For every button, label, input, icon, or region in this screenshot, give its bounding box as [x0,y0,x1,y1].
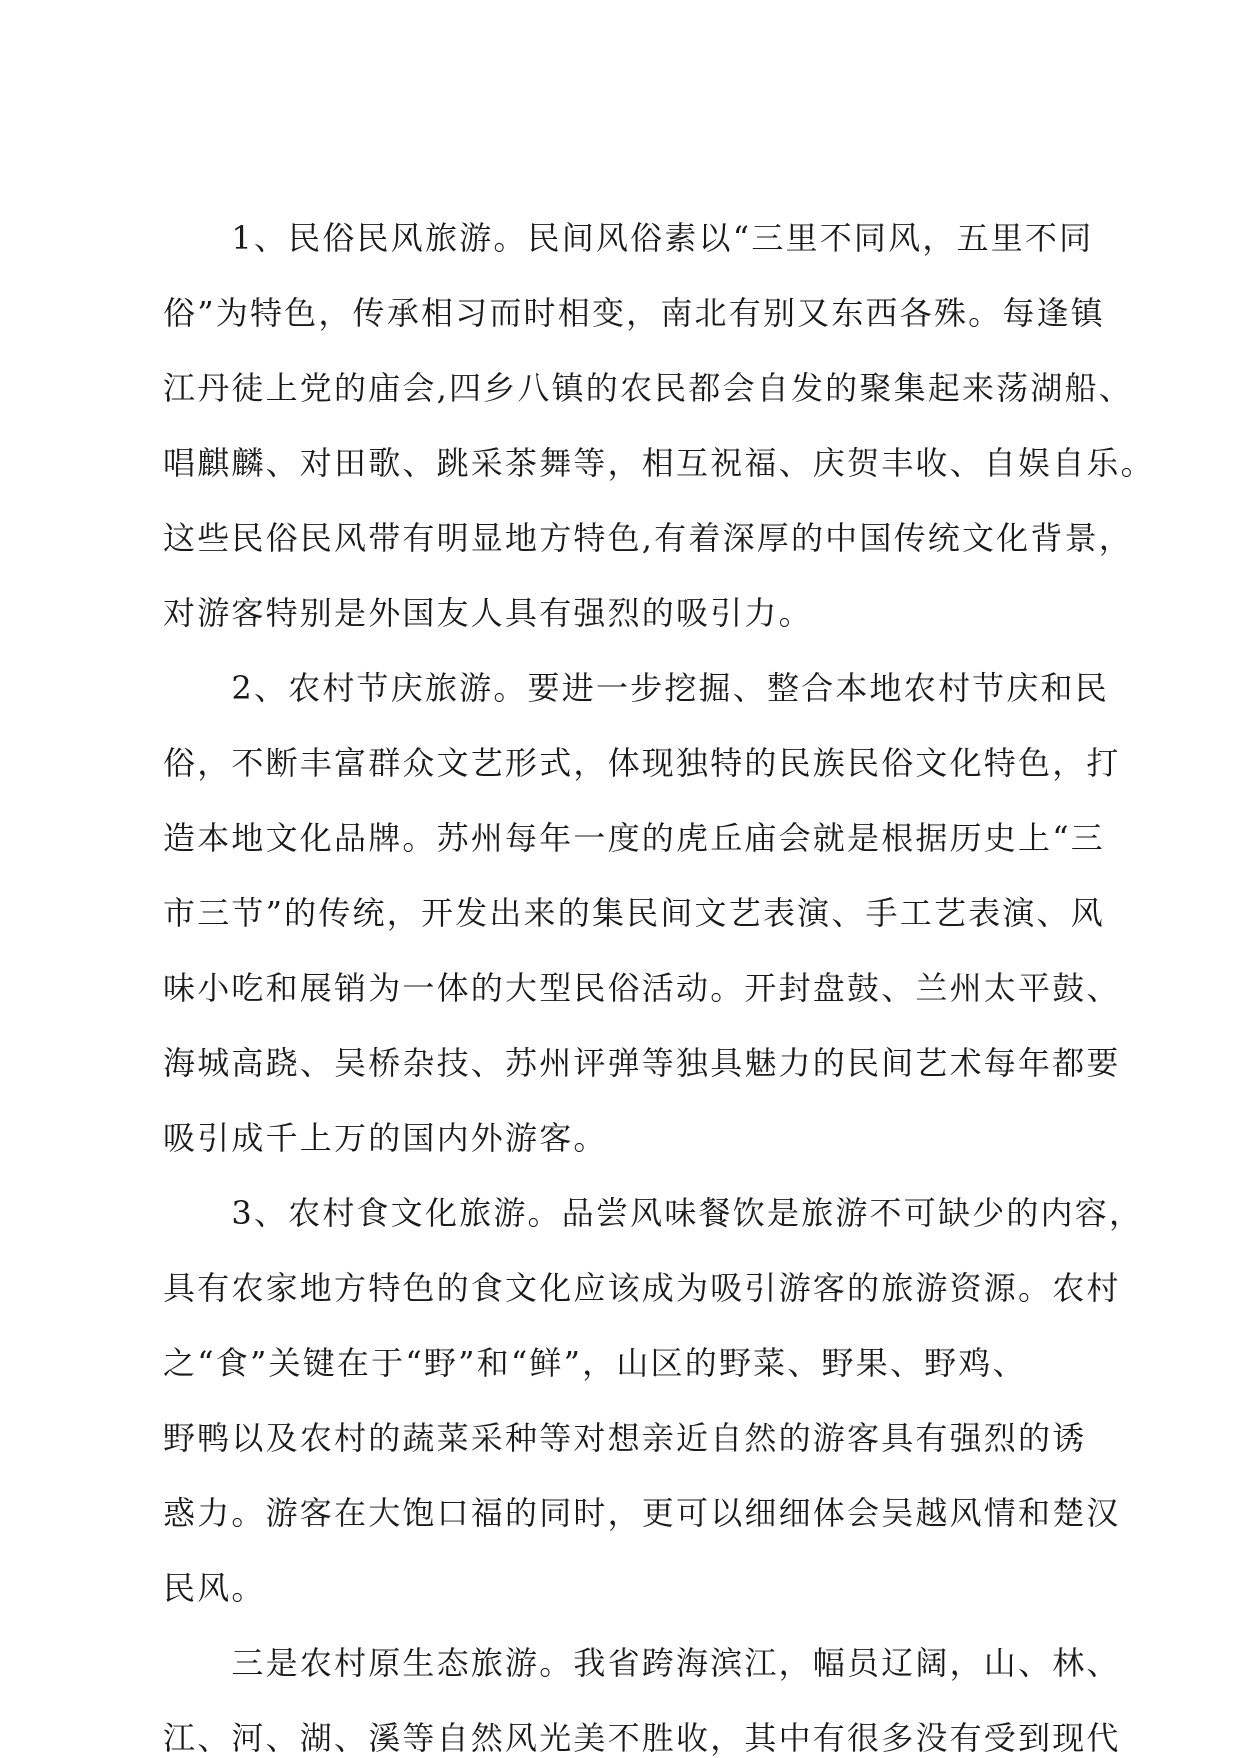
text-line: 之“食”关键在于“野”和“鲜”，山区的野菜、野果、野鸡、 [163,1344,1027,1382]
text-line: 江丹徒上党的庙会,四乡八镇的农民都会自发的聚集起来荡湖船、 [163,369,1133,407]
text-line: 三是农村原生态旅游。我省跨海滨江，幅员辽阔，山、林、 [163,1644,1121,1682]
text-line: 唱麒麟、对田歌、跳采茶舞等，相互祝福、庆贺丰收、自娱自乐。 [163,444,1155,482]
text-line: 野鸭以及农村的蔬菜采种等对想亲近自然的游客具有强烈的诱 [163,1419,1087,1457]
text-line: 俗，不断丰富群众文艺形式，体现独特的民族民俗文化特色，打 [163,744,1121,782]
text-line: 3、农村食文化旅游。品尝风味餐饮是旅游不可缺少的内容， [163,1194,1144,1232]
text-line: 这些民俗民风带有明显地方特色,有着深厚的中国传统文化背景， [163,519,1133,557]
text-line: 造本地文化品牌。苏州每年一度的虎丘庙会就是根据历史上“三 [163,819,1105,857]
text-line: 味小吃和展销为一体的大型民俗活动。开封盘鼓、兰州太平鼓、 [163,969,1121,1007]
text-line: 市三节”的传统，开发出来的集民间文艺表演、手工艺表演、风 [163,894,1105,932]
text-line: 民风。 [163,1569,266,1607]
text-line: 江、河、湖、溪等自然风光美不胜收，其中有很多没有受到现代 [163,1719,1121,1757]
text-line: 具有农家地方特色的食文化应该成为吸引游客的旅游资源。农村 [163,1269,1121,1307]
text-line: 海城高跷、吴桥杂技、苏州评弹等独具魅力的民间艺术每年都要 [163,1044,1121,1082]
text-line: 惑力。游客在大饱口福的同时，更可以细细体会吴越风情和楚汉 [163,1494,1121,1532]
text-line: 吸引成千上万的国内外游客。 [163,1119,608,1157]
text-line: 对游客特别是外国友人具有强烈的吸引力。 [163,594,813,632]
text-line: 2、农村节庆旅游。要进一步挖掘、整合本地农村节庆和民 [163,669,1109,707]
text-line: 1、民俗民风旅游。民间风俗素以“三里不同风，五里不同 [163,219,1094,257]
text-line: 俗”为特色，传承相习而时相变，南北有别又东西各殊。每逢镇 [163,294,1105,332]
